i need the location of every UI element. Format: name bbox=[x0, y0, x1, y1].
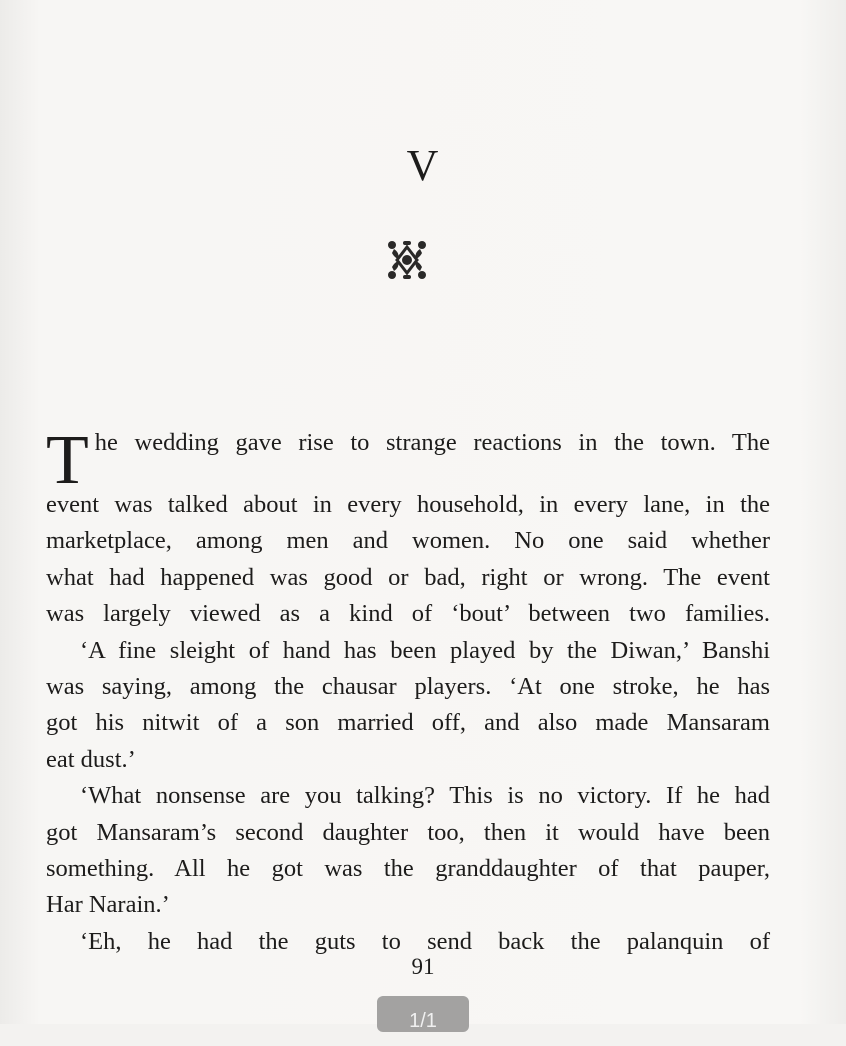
text-line: got Mansaram’s second daughter too, then it would have been bbox=[46, 818, 770, 846]
text-line: was largely viewed as a kind of ‘bout’ between two families. bbox=[46, 600, 770, 628]
text-line: eat dust.’ bbox=[46, 745, 136, 773]
text-line: was saying, among the chausar players. ‘At one stroke, he has bbox=[46, 673, 770, 701]
paragraph-3 bbox=[46, 778, 770, 924]
paragraph-1 bbox=[46, 422, 770, 633]
text-line: something. All he got was the granddaughter of that pauper, bbox=[46, 855, 770, 883]
text-line: ‘What nonsense are you talking? This is no victory. If he had bbox=[80, 782, 770, 810]
body-text bbox=[46, 422, 770, 960]
page-indicator-badge[interactable]: 1/1 bbox=[377, 996, 469, 1032]
text-line: he wedding gave rise to strange reactions in the town. The bbox=[94, 429, 770, 456]
text-line: what had happened was good or bad, right or wrong. The event bbox=[46, 563, 770, 591]
text-line: got his nitwit of a son married off, and also made Mansaram bbox=[46, 709, 770, 737]
text-line: event was talked about in every household, in every lane, in the bbox=[46, 491, 770, 518]
floral-ornament-icon bbox=[386, 239, 428, 281]
drop-cap: T bbox=[46, 422, 89, 499]
chapter-heading: V bbox=[406, 141, 440, 190]
paragraph-2 bbox=[46, 633, 770, 779]
page-number: 91 bbox=[411, 954, 435, 979]
text-line: ‘Eh, he had the guts to send back the palanquin of bbox=[80, 927, 770, 955]
text-line: ‘A fine sleight of hand has been played by the Diwan,’ Banshi bbox=[80, 636, 770, 664]
text-line: Har Narain.’ bbox=[46, 891, 170, 919]
text-line: marketplace, among men and women. No one said whether bbox=[46, 527, 770, 555]
